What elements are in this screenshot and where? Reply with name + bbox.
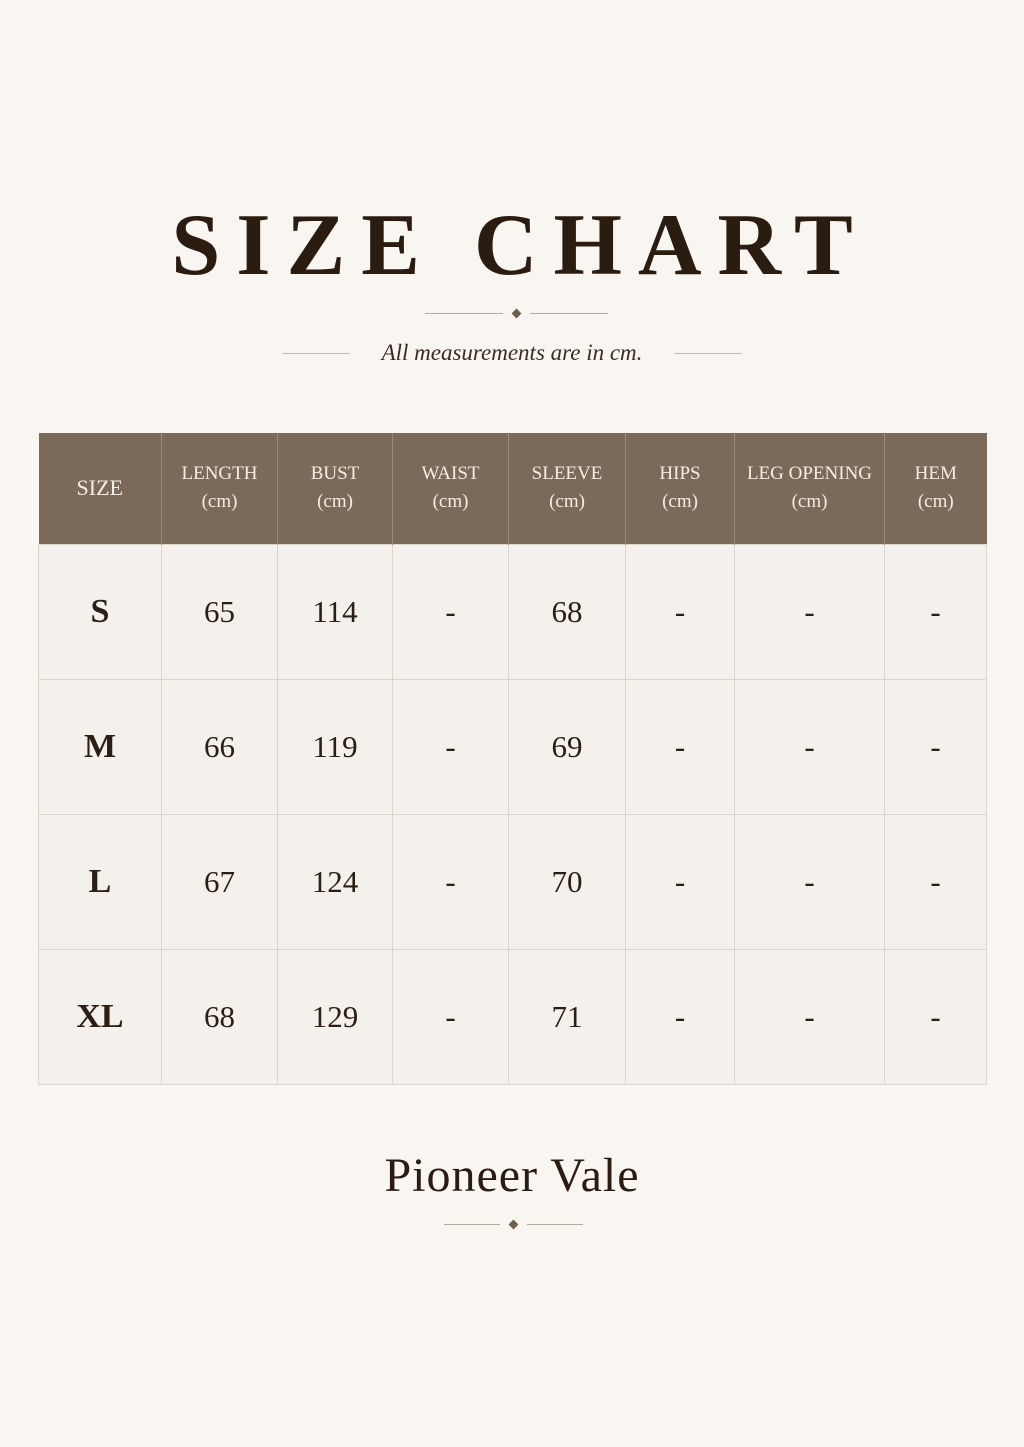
divider-line bbox=[444, 1224, 500, 1225]
diamond-icon bbox=[508, 1220, 518, 1230]
bust-cell: 129 bbox=[278, 949, 393, 1084]
size-cell: L bbox=[39, 814, 162, 949]
table-row bbox=[39, 814, 987, 949]
bust-cell: 119 bbox=[278, 679, 393, 814]
header-hips bbox=[626, 433, 735, 544]
hips-cell: - bbox=[626, 949, 735, 1084]
measurement-note: All measurements are in cm. bbox=[381, 340, 643, 365]
header-label: BUST bbox=[310, 463, 360, 485]
subtitle-row bbox=[0, 340, 1024, 366]
length-cell: 66 bbox=[162, 679, 278, 814]
header-waist bbox=[393, 433, 509, 544]
waist-cell: - bbox=[393, 949, 509, 1084]
table-header-row bbox=[39, 433, 987, 544]
sleeve-cell: 68 bbox=[509, 544, 626, 679]
header-label: HIPS bbox=[659, 463, 701, 485]
header-label: SLEEVE bbox=[531, 463, 603, 485]
waist-cell: - bbox=[393, 544, 509, 679]
diamond-icon bbox=[511, 309, 521, 319]
header-sleeve bbox=[509, 433, 626, 544]
header-unit: (cm) bbox=[917, 491, 954, 513]
table-row bbox=[39, 544, 987, 679]
header-unit: (cm) bbox=[201, 491, 238, 513]
hips-cell: - bbox=[626, 679, 735, 814]
header-unit: (cm) bbox=[549, 491, 585, 513]
title-divider bbox=[420, 310, 612, 317]
hem-cell: - bbox=[885, 679, 987, 814]
sleeve-cell: 71 bbox=[509, 949, 626, 1084]
subtitle-rule-right bbox=[674, 353, 742, 354]
leg-opening-cell: - bbox=[735, 949, 885, 1084]
leg-opening-cell: - bbox=[735, 814, 885, 949]
waist-cell: - bbox=[393, 679, 509, 814]
header-label: LENGTH bbox=[181, 463, 258, 485]
table-row bbox=[39, 679, 987, 814]
subtitle-rule-left bbox=[282, 353, 350, 354]
divider-line bbox=[425, 313, 503, 314]
sleeve-cell: 70 bbox=[509, 814, 626, 949]
size-cell: M bbox=[39, 679, 162, 814]
length-cell: 67 bbox=[162, 814, 278, 949]
divider-line bbox=[527, 1224, 583, 1225]
header-bust bbox=[278, 433, 393, 544]
header-length bbox=[162, 433, 278, 544]
header-label: WAIST bbox=[421, 463, 480, 485]
size-cell: XL bbox=[39, 949, 162, 1084]
bust-cell: 114 bbox=[278, 544, 393, 679]
brand-divider bbox=[442, 1221, 584, 1228]
page-title: SIZE CHART bbox=[171, 197, 869, 294]
length-cell: 68 bbox=[162, 949, 278, 1084]
brand-name: Pioneer Vale bbox=[384, 1149, 640, 1202]
header-hem bbox=[885, 433, 987, 544]
header-label: HEM bbox=[914, 463, 957, 485]
sleeve-cell: 69 bbox=[509, 679, 626, 814]
table-row bbox=[39, 949, 987, 1084]
header-label: SIZE bbox=[76, 475, 123, 501]
hem-cell: - bbox=[885, 949, 987, 1084]
hem-cell: - bbox=[885, 814, 987, 949]
leg-opening-cell: - bbox=[735, 679, 885, 814]
size-table bbox=[38, 433, 987, 1085]
header-leg-opening bbox=[735, 433, 885, 544]
header-unit: (cm) bbox=[662, 491, 698, 513]
hips-cell: - bbox=[626, 814, 735, 949]
header-label: LEG OPENING bbox=[746, 463, 873, 485]
header-unit: (cm) bbox=[317, 491, 353, 513]
hips-cell: - bbox=[626, 544, 735, 679]
header-unit: (cm) bbox=[791, 491, 828, 513]
leg-opening-cell: - bbox=[735, 544, 885, 679]
hem-cell: - bbox=[885, 544, 987, 679]
length-cell: 65 bbox=[162, 544, 278, 679]
divider-line bbox=[530, 313, 608, 314]
size-cell: S bbox=[39, 544, 162, 679]
bust-cell: 124 bbox=[278, 814, 393, 949]
header-size bbox=[39, 433, 162, 544]
header-unit: (cm) bbox=[432, 491, 469, 513]
waist-cell: - bbox=[393, 814, 509, 949]
